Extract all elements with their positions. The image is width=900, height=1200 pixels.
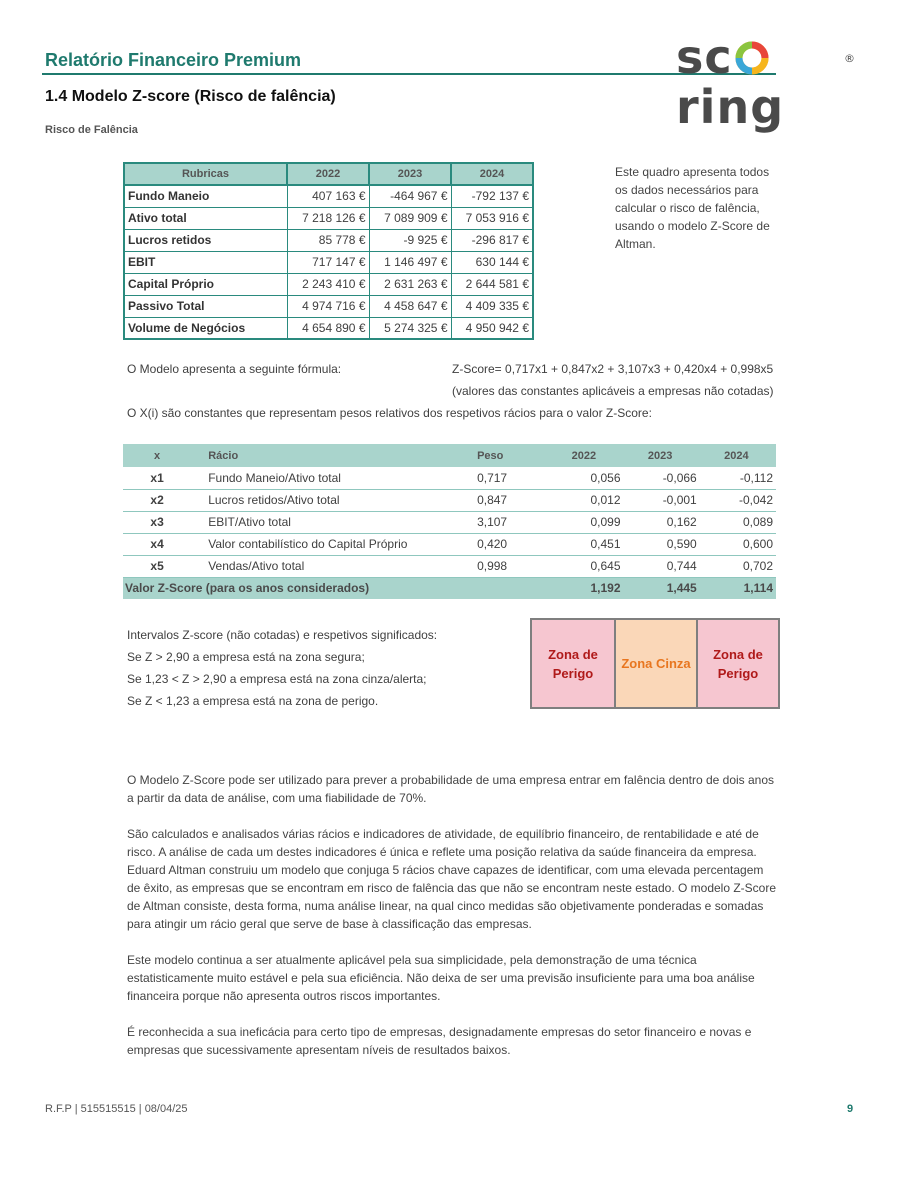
interval-line: Se Z > 2,90 a empresa está na zona segura; [127,650,365,664]
danger-zone-right [696,620,778,707]
z-score-formula: Z-Score= 0,717x1 + 0,847x2 + 3,107x3 + 0,420x4 + 0,998x5 [452,362,774,376]
row-label: Lucros retidos [124,229,287,251]
table-row [124,207,533,229]
row-label: EBIT [124,251,287,273]
grey-zone [614,620,696,707]
table-row [123,511,776,533]
z-score-value: 1,114 [700,577,776,599]
paragraph: São calculados e analisados várias rácios e indicadores de atividade, de equilíbrio financeiro, de rentabilidade e até de risco. A análise de cada um destes indicadores é única e reflete uma posição relativa da saúde financeira da empresa. Eduard Altman construiu um modelo que conjuga 5 rácios chave capazes de identificar, com uma elevada percentagem de êxito, as empresas que se encontram em risco de falência das que não se encontram neste estado. O modelo Z-Score de Altman consiste, desta forma, numa análise linear, na qual cinco medidas são objetivamente ponderadas e somadas para atingir um rácio geral que serve de base à classificação das empresas. [127,827,777,931]
table-row [123,533,776,555]
subsection-title: Risco de Falência [45,124,138,136]
ratio-weight: 3,107 [477,511,547,533]
row-value: 407 163 € [287,185,369,207]
row-value: -464 967 € [369,185,451,207]
row-value: 85 778 € [287,229,369,251]
row-label: Volume de Negócios [124,317,287,339]
row-value: 7 053 916 € [451,207,533,229]
ratio-value: 0,162 [624,511,700,533]
registered-mark: ® [844,52,856,65]
page-number: 9 [847,1103,854,1115]
ratio-variable: x1 [123,467,191,489]
ratio-table [123,444,776,599]
ratio-value: 0,056 [547,467,623,489]
row-value: 2 644 581 € [451,273,533,295]
ratio-weight: 0,847 [477,489,547,511]
ratio-value: 0,590 [624,533,700,555]
row-value: 4 409 335 € [451,295,533,317]
table-side-note: Este quadro apresenta todos os dados necessários para calcular o risco de falência, usando o modelo Z-Score de Altman. [615,165,770,251]
danger-zone-left [532,620,614,707]
row-value: 4 458 647 € [369,295,451,317]
explanation-text [127,771,777,1077]
report-title: Relatório Financeiro Premium [45,50,302,70]
z-score-total-row [123,577,776,599]
ratio-value: 0,600 [700,533,776,555]
z-score-total-label: Valor Z-Score (para os anos considerados) [123,577,547,599]
row-value: 1 146 497 € [369,251,451,273]
row-value: 2 243 410 € [287,273,369,295]
row-value: 5 274 325 € [369,317,451,339]
ratio-value: 0,451 [547,533,623,555]
ratio-weight: 0,420 [477,533,547,555]
ratio-value: -0,042 [700,489,776,511]
row-label: Fundo Maneio [124,185,287,207]
section-title: 1.4 Modelo Z-score (Risco de falência) [45,88,336,105]
header-cell: 2024 [451,163,533,185]
table-row [123,467,776,489]
ratio-value: 0,702 [700,555,776,577]
header-cell: Rácio [191,444,477,467]
ratio-weight: 0,717 [477,467,547,489]
row-value: -792 137 € [451,185,533,207]
header-cell: 2024 [700,444,776,467]
row-value: 4 974 716 € [287,295,369,317]
ratio-weight: 0,998 [477,555,547,577]
row-label: Passivo Total [124,295,287,317]
row-label: Capital Próprio [124,273,287,295]
rubricas-table [123,162,534,340]
z-score-value: 1,445 [624,577,700,599]
ratio-name: Vendas/Ativo total [191,555,477,577]
interval-line: Se Z < 1,23 a empresa está na zona de perigo. [127,694,379,708]
row-label: Ativo total [124,207,287,229]
header-cell: 2022 [287,163,369,185]
ratio-value: 0,012 [547,489,623,511]
header-cell: Peso [477,444,547,467]
table-row [124,273,533,295]
ratio-variable: x4 [123,533,191,555]
ratio-value: 0,744 [624,555,700,577]
paragraph: O Modelo Z-Score pode ser utilizado para prever a probabilidade de uma empresa entrar em falência dentro de dois anos a partir da data de análise, com uma fiabilidade de 70%. [127,773,775,805]
logo-text-end: ring [676,80,785,134]
zone-label: Perigo [717,665,759,681]
ratio-value: -0,066 [624,467,700,489]
header-cell: x [123,444,191,467]
zone-label: Perigo [552,665,594,681]
paragraph: É reconhecida a sua ineficácia para certo tipo de empresas, designadamente empresas do setor financeiro e novas e empresas que sucessivamente apresentam níveis de resultados baixos. [127,1025,752,1057]
formula-note: (valores das constantes aplicáveis a empresas não cotadas) [452,384,774,398]
table-row [124,185,533,207]
ratio-value: -0,001 [624,489,700,511]
zone-label: Zona de [548,646,598,662]
table-row [124,317,533,339]
row-value: 4 654 890 € [287,317,369,339]
z-score-value: 1,192 [547,577,623,599]
ratio-value: -0,112 [700,467,776,489]
ratio-name: Fundo Maneio/Ativo total [191,467,477,489]
interval-line: Se 1,23 < Z > 2,90 a empresa está na zona cinza/alerta; [127,672,427,686]
ratio-variable: x5 [123,555,191,577]
formula-label: O Modelo apresenta a seguinte fórmula: [127,362,342,376]
ratio-name: EBIT/Ativo total [191,511,477,533]
table-row [124,295,533,317]
header-cell: 2023 [624,444,700,467]
header-divider [42,73,776,75]
header-cell: 2022 [547,444,623,467]
row-value: -9 925 € [369,229,451,251]
header-cell: 2023 [369,163,451,185]
paragraph: Este modelo continua a ser atualmente aplicável pela sua simplicidade, pela demonstração de uma técnica estatisticamente muito estável e pela sua eficiência. Não deixa de ser uma previsão insuficiente para uma boa análise financeira porque não apresenta outros riscos importantes. [127,953,755,1003]
table-header-row [123,444,776,467]
table-row [124,229,533,251]
row-value: 7 218 126 € [287,207,369,229]
intervals-text [127,624,437,712]
ratio-value: 0,099 [547,511,623,533]
logo-text-start: sc [676,30,733,84]
header-cell: Rubricas [124,163,287,185]
zone-label: Zona Cinza [621,656,691,671]
scoring-logo [676,30,856,134]
ratio-name: Lucros retidos/Ativo total [191,489,477,511]
ratio-variable: x3 [123,511,191,533]
row-value: 7 089 909 € [369,207,451,229]
ratio-variable: x2 [123,489,191,511]
table-row [123,489,776,511]
row-value: 717 147 € [287,251,369,273]
table-row [123,555,776,577]
footer-info: R.F.P | 515515515 | 08/04/25 [45,1103,188,1115]
constants-description: O X(i) são constantes que representam pesos relativos dos respetivos rácios para o valor Z-Score: [127,406,652,420]
intervals-title: Intervalos Z-score (não cotadas) e respetivos significados: [127,628,438,642]
ratio-value: 0,645 [547,555,623,577]
logo-ring-icon [734,35,770,71]
ratio-name: Valor contabilístico do Capital Próprio [191,533,477,555]
table-row [124,251,533,273]
table-header-row [124,163,533,185]
zones-legend [530,618,780,709]
row-value: -296 817 € [451,229,533,251]
zone-label: Zona de [713,646,763,662]
row-value: 2 631 263 € [369,273,451,295]
row-value: 630 144 € [451,251,533,273]
row-value: 4 950 942 € [451,317,533,339]
ratio-value: 0,089 [700,511,776,533]
